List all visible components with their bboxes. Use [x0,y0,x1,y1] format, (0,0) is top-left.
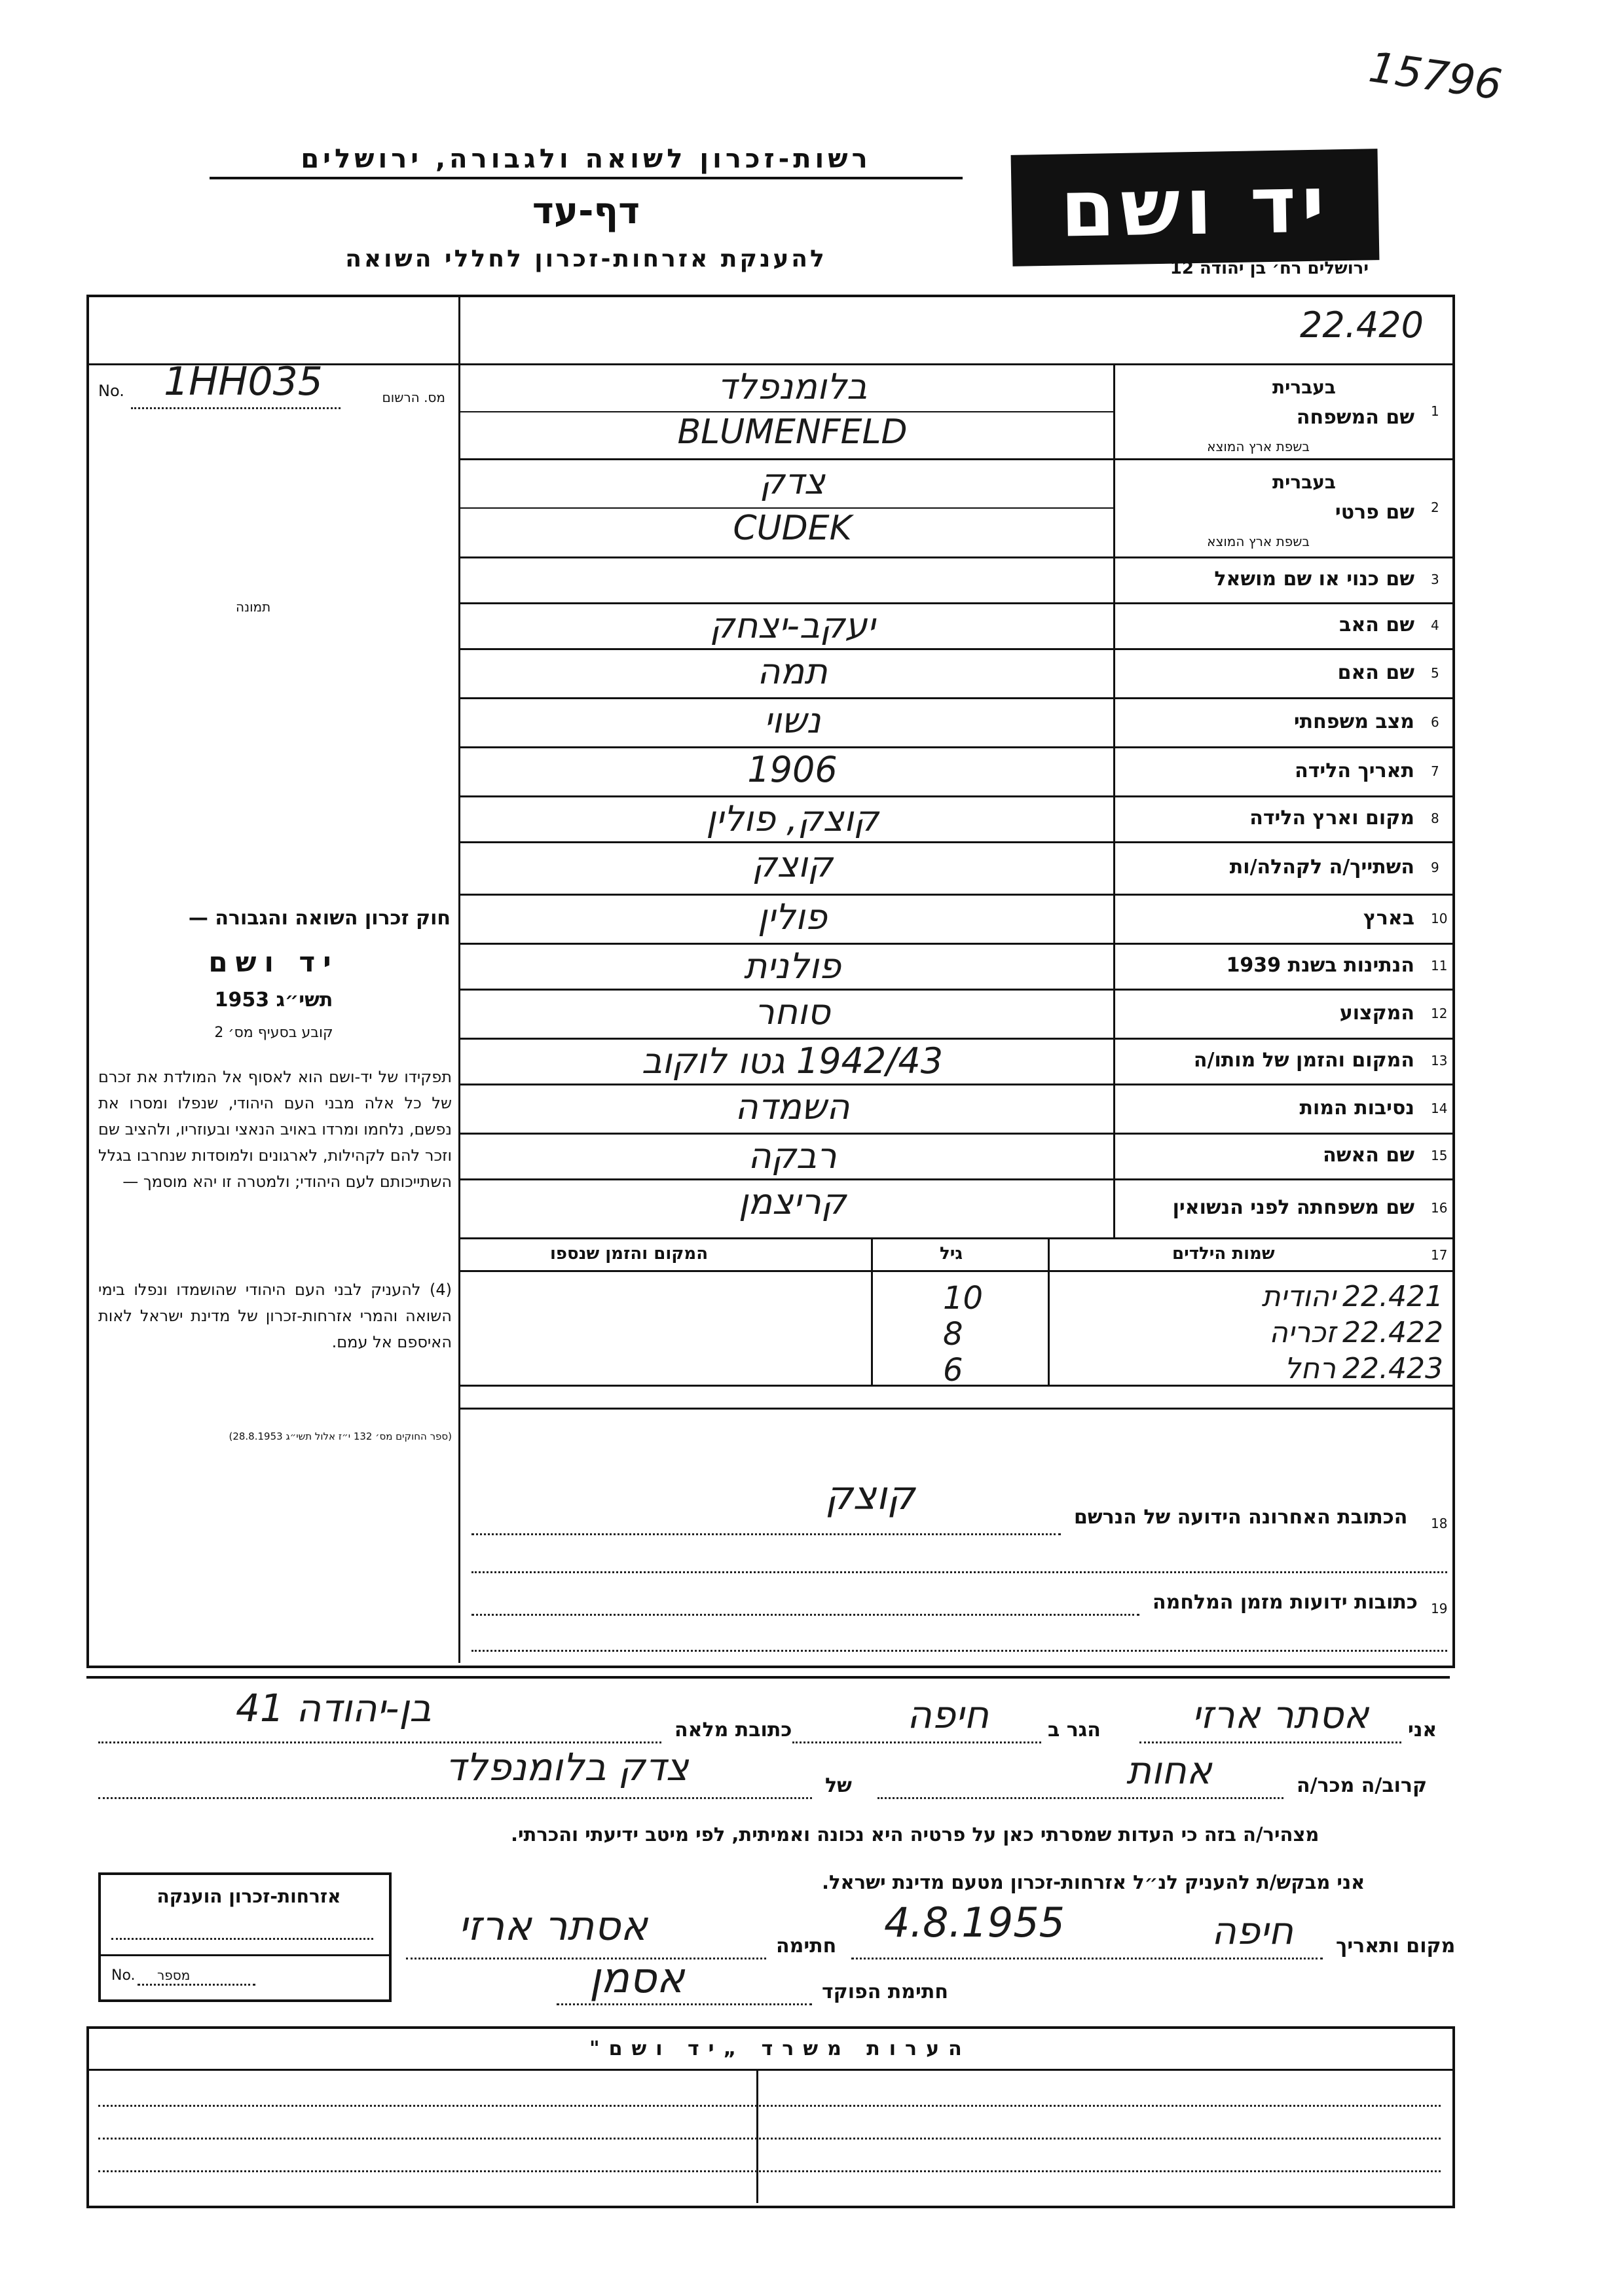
field-19-number: 19 [1431,1601,1448,1616]
field-10-value: פולין [758,896,827,938]
corner-number: 15796 [1365,43,1505,110]
field-2-number: 2 [1431,500,1439,515]
place-date-label: מקום ותאריך [1336,1935,1456,1958]
law-year: תשי״ג 1953 [214,989,333,1011]
law-clause: קובע בסעיף מס׳ 2 [214,1025,333,1041]
field-11-number: 11 [1431,958,1448,974]
declaration-relation: אחות [1126,1748,1212,1793]
field-4-label: שם האב [1339,613,1414,636]
field-11-value: פולנית [743,945,841,987]
field-13-number: 13 [1431,1053,1448,1068]
photo-label: תמונה [236,599,271,615]
field-6-number: 6 [1431,714,1439,730]
field-15-value: רבקה [748,1135,837,1176]
child-code: 22.423 [1342,1352,1443,1385]
field-5-value: תמה [757,651,828,692]
file-code: 22.420 [1300,304,1424,346]
citizenship-box-title: אזרחות-זכרון הוענקה [157,1886,341,1907]
field-8-number: 8 [1431,811,1439,826]
field-15-number: 15 [1431,1148,1448,1163]
field-16-value: קריצמן [738,1181,847,1222]
field-1-value-latin: BLUMENFELD [677,412,908,452]
declaration-place: חיפה [1211,1908,1293,1953]
law-name: יד ושם [208,946,339,978]
declaration-address-label: כתובת מלאה [674,1719,792,1741]
declaration-lives-in-label: הגר ב [1048,1719,1101,1741]
child-age: 8 [943,1316,963,1353]
field-2-origin-label: בשפת ארץ המוצא [1207,534,1310,549]
citizenship-number-label: מספר [157,1967,191,1983]
declaration-address: בן-יהודה 41 [236,1686,432,1730]
field-2-value-latin: CUDEK [733,509,852,548]
citizenship-no-label: No. [111,1967,136,1984]
field-12-value: סוחר [754,991,830,1032]
declaration-date: 4.8.1955 [884,1899,1065,1946]
registration-number: 1HH035 [164,359,323,405]
field-3-number: 3 [1431,572,1439,587]
field-9-label: השתייך/ה לקהלה/ות [1229,856,1414,879]
field-10-label: בארץ [1363,906,1414,930]
children-number: 17 [1431,1247,1448,1263]
field-5-number: 5 [1431,665,1439,681]
children-names-header: שמות הילדים [1172,1244,1275,1264]
field-6-value: נשוי [764,700,821,741]
declaration-of-name: צדק בלומנפלד [445,1745,689,1789]
law-title: חוק זכרון השואה והגבורה — [188,907,451,930]
remarks-title: הערות משרד „יד ושם" [589,2037,971,2060]
field-18-number: 18 [1431,1516,1448,1531]
field-19-label: כתובות ידועות מזמן המלחמה [1153,1591,1418,1614]
field-7-label: תאריך הלידה [1295,759,1414,782]
form-title: דף-עד [532,190,640,232]
form-subtitle: להענקת אזרחות-זכרון לחללי השואה [345,246,827,272]
field-1-label: שם המשפחה [1296,406,1414,429]
field-7-value: 1906 [747,749,838,790]
field-14-label: נסיבות המות [1299,1096,1414,1120]
declaration-city: חיפה [907,1692,989,1737]
yad-vashem-logo [1011,149,1380,266]
field-4-value: יעקב-יצחק [709,605,876,646]
field-14-number: 14 [1431,1100,1448,1116]
field-11-label: הנתינות בשנת 1939 [1226,954,1414,977]
field-18-label: הכתובת האחרונה הידועה של הנרשם [1074,1506,1408,1529]
field-2-hebrew-label: בעברית [1272,471,1336,493]
field-1-value: בלומנפלד [717,366,868,407]
field-16-label: שם משפחתה לפני הנשואין [1172,1196,1414,1219]
registration-label: מס. הרשום [382,390,445,405]
field-1-number: 1 [1431,403,1439,419]
field-6-label: מצב משפחתי [1293,710,1414,733]
declaration-i-label: אני [1408,1719,1437,1741]
registration-prefix: No. [98,382,124,400]
field-2-value: צדק [760,461,825,502]
authority-name: רשות-זכרון לשואה ולגבורה, ירושלים [210,144,963,179]
field-12-label: המקצוע [1339,1001,1414,1025]
declaration-relative-label: קרוב/ה מכר/ה [1297,1774,1428,1797]
child-name: זכריה [1269,1316,1336,1349]
declaration-name: אסתר ארזי [1192,1692,1369,1737]
field-9-value: קוצק [752,844,833,885]
law-paragraph-2: (4) להעניק לבני העם היהודי שהושמדו ונפלו בימי השואה והמרי אזרחות-זכרון של מדינת ישראל לאות האיספם אל עמם. [98,1281,452,1351]
field-14-value: השמדה [735,1086,850,1127]
field-8-label: מקום וארץ הלידה [1249,807,1414,829]
law-paragraph-1: תפקידו של יד-ושם הוא לאסוף אל המולדת את זכרם של כל אלה מבני העם היהודי, שנפלו ומסרו את נפשם, נלחמו ומרדו באויב הנאצי ובעוזריו, ולהציב שם וזכר להם לקהילות, לארגונים ולמוסדות שנחרבו בגלל השתייכותם לעם היהודי; ולמטרה זו יהא מוסמך — [98,1068,452,1191]
child-name: רחל [1284,1352,1336,1385]
declaration-of-label: של [825,1774,852,1797]
field-3-label: שם כנוי או שם מושאל [1214,568,1414,591]
field-15-label: שם האשה [1323,1144,1414,1167]
logo-text: יד ושם [1060,159,1331,255]
field-12-number: 12 [1431,1005,1448,1021]
children-place-header: המקום והזמן שנספו [550,1244,709,1264]
children-age-header: גיל [940,1244,963,1264]
field-8-value: קוצק, פולין [706,798,879,839]
signature-label: חתימה [776,1935,837,1958]
field-4-number: 4 [1431,617,1439,633]
field-10-number: 10 [1431,910,1448,926]
child-age: 6 [943,1352,963,1389]
field-13-label: המקום והזמן של מותו/ה [1193,1049,1414,1072]
declaration-request: אני מבקש/ת להעניק לנ״ל אזרחות-זכרון מטעם מדינת ישראל. [822,1871,1365,1893]
officer-signature: אסמן [589,1954,685,2003]
declaration-signature: אסתר ארזי [458,1902,648,1950]
field-9-number: 9 [1431,860,1439,875]
officer-signature-label: חתימת הפוקד [822,1980,948,2003]
child-code: 22.421 [1342,1280,1443,1313]
field-1-hebrew-label: בעברית [1272,376,1336,398]
field-18-value: קוצק [825,1473,915,1519]
field-2-label: שם פרטי [1335,501,1414,524]
org-address: ירושלים רח׳ בן יהודה 12 [1170,259,1369,278]
child-name: יהודית [1261,1280,1336,1313]
field-16-number: 16 [1431,1200,1448,1216]
child-age: 10 [943,1280,984,1317]
field-5-label: שם האם [1337,661,1414,684]
law-source: (ספר החוקים מס׳ 132 י״ז אלול תשי״ג 28.8.1953) [229,1430,452,1442]
field-13-value: 1942/43 גטו לוקוב [641,1040,944,1082]
child-code: 22.422 [1342,1316,1443,1349]
field-7-number: 7 [1431,763,1439,779]
field-1-origin-label: בשפת ארץ המוצא [1207,439,1310,454]
declaration-statement: מצהיר/ה בזה כי העדות שמסרתי כאן על פרטיה היא נכונה ואמיתית, לפי מיטב ידיעתי והכרתי. [511,1823,1320,1846]
